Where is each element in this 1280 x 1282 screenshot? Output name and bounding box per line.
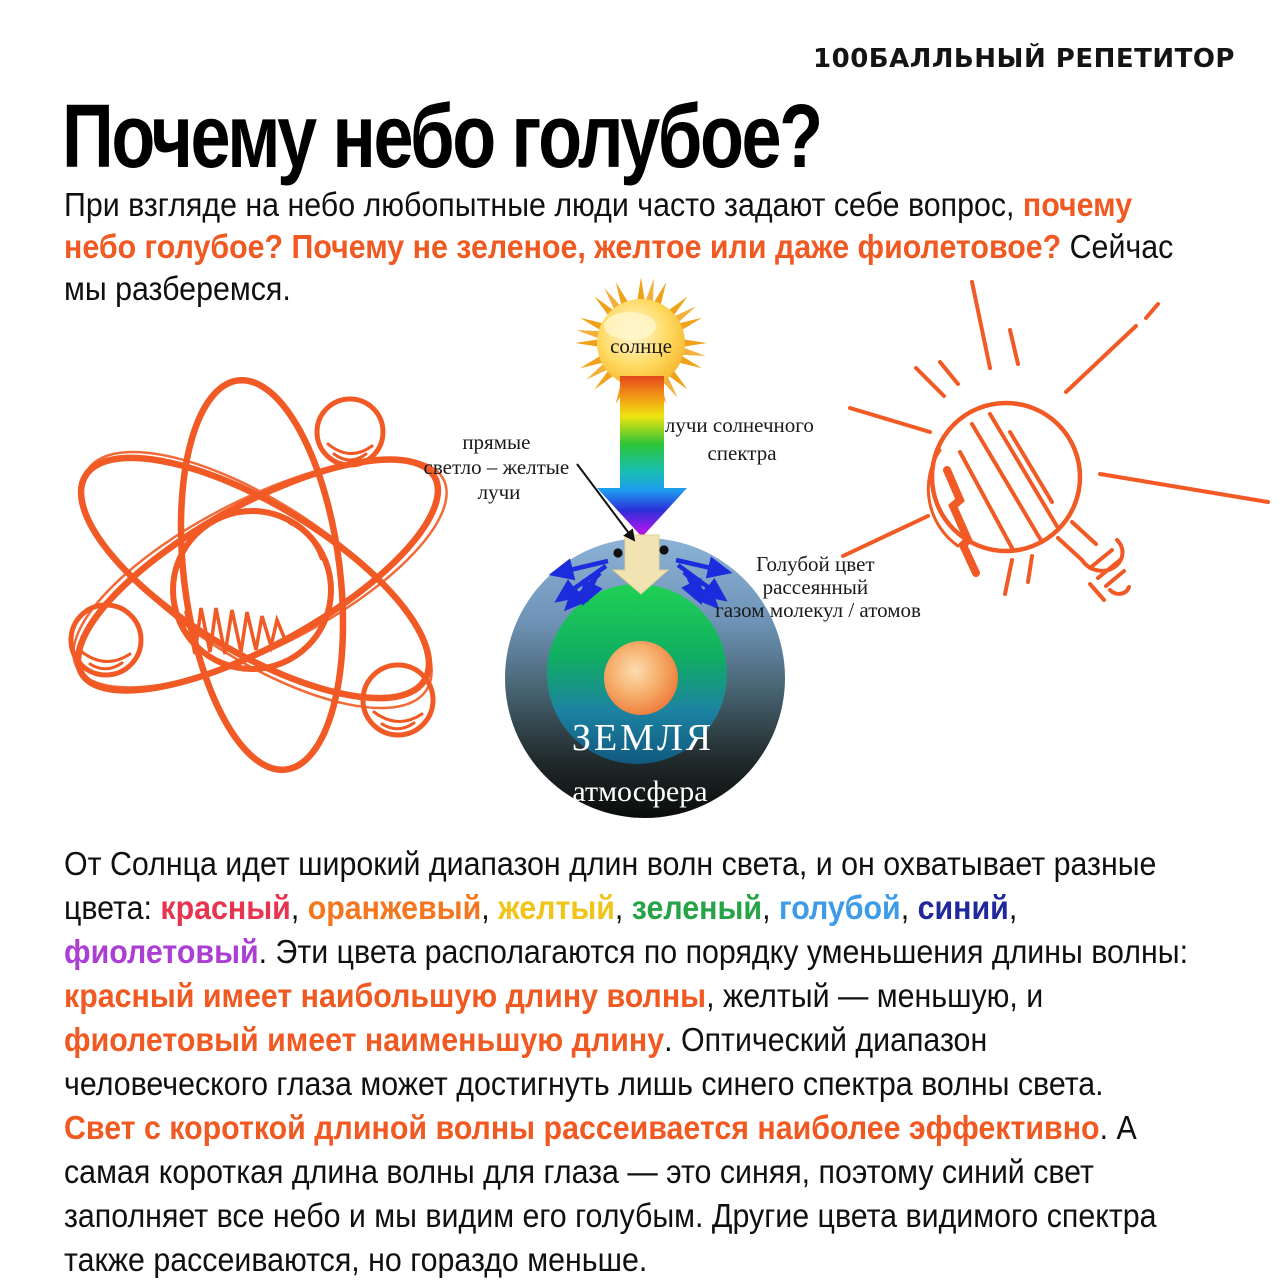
text-segment: , xyxy=(762,889,779,926)
text-segment: человеческого глаза может достигнуть лишь синего спектра волны света. xyxy=(64,1065,1104,1102)
scattered-blue-label: Голубой цвет рассеянный газом молекул / атомов xyxy=(715,552,921,622)
atom-sketch xyxy=(43,371,477,779)
sun-label: солнце xyxy=(610,334,672,358)
page-title: Почему небо голубое? xyxy=(62,87,821,187)
text-segment: . Эти цвета располагаются по порядку уменьшения длины волны: xyxy=(258,933,1189,970)
text-segment: оранжевый xyxy=(307,889,482,926)
body-line xyxy=(64,1106,1188,1150)
lightbulb-sketch xyxy=(843,282,1268,600)
text-segment: , xyxy=(900,889,918,926)
body-paragraph xyxy=(64,842,1188,1282)
text-segment: также рассеиваются, но гораздо меньше. xyxy=(64,1241,648,1278)
intro-line xyxy=(64,268,1173,310)
text-segment: почему xyxy=(1022,186,1133,223)
atmosphere-label: атмосфера xyxy=(572,775,708,808)
text-segment: , xyxy=(614,889,632,926)
intro-paragraph xyxy=(64,184,1173,310)
text-segment: фиолетовый имеет наименьшую длину xyxy=(64,1021,665,1058)
spectrum-arrow xyxy=(597,376,687,537)
body-line xyxy=(64,974,1188,1018)
text-segment: , xyxy=(1008,889,1018,926)
body-line xyxy=(64,1062,1188,1106)
body-line xyxy=(64,930,1188,974)
text-segment: мы разберемся. xyxy=(64,270,291,307)
text-segment: красный имеет наибольшую длину волны xyxy=(64,977,707,1014)
text-segment: голубой xyxy=(778,889,901,926)
bulb-reflection-streaks xyxy=(960,414,1058,548)
spectrum-rays-label: лучи солнечного спектра xyxy=(664,413,814,465)
earth-label: ЗЕМЛЯ xyxy=(571,717,715,759)
text-segment: заполняет все небо и мы видим его голубым. Другие цвета видимого спектра xyxy=(64,1197,1157,1234)
body-line xyxy=(64,1194,1188,1238)
bulb-base xyxy=(1058,522,1129,594)
text-segment: При взгляде на небо любопытные люди часто задают себе вопрос, xyxy=(64,186,1023,223)
text-segment: , желтый — меньшую, и xyxy=(706,977,1044,1014)
brand-logo: 100БАЛЛЬНЫЙ РЕПЕТИТОР xyxy=(813,44,1235,74)
text-segment: желтый xyxy=(498,889,615,926)
text-segment: От Солнца идет широкий диапазон длин волн света, и он охватывает разные xyxy=(64,845,1157,882)
text-segment: зеленый xyxy=(631,889,763,926)
intro-line xyxy=(64,184,1173,226)
bulb-shading xyxy=(947,470,976,573)
text-segment: , xyxy=(481,889,499,926)
bulb-rays xyxy=(843,282,1268,600)
intro-line xyxy=(64,226,1173,268)
text-segment: красный xyxy=(160,889,291,926)
electron xyxy=(317,399,383,465)
text-segment: фиолетовый xyxy=(64,933,259,970)
text-segment: Свет с короткой длиной волны рассеивается наиболее эффективно xyxy=(64,1109,1100,1146)
text-segment: синий xyxy=(917,889,1009,926)
atom-orbit xyxy=(161,371,364,779)
text-segment: небо голубое? Почему не зеленое, желтое или даже фиолетовое? xyxy=(64,228,1062,265)
body-line xyxy=(64,842,1188,886)
earth-core xyxy=(604,641,678,715)
body-line xyxy=(64,1018,1188,1062)
text-segment: самая короткая длина волны для глаза — это синяя, поэтому синий свет xyxy=(64,1153,1094,1190)
body-line xyxy=(64,886,1188,930)
text-segment: . А xyxy=(1099,1109,1137,1146)
direct-rays-label: прямые светло – желтые лучи xyxy=(423,430,570,504)
body-line xyxy=(64,1238,1188,1282)
text-segment: Сейчас xyxy=(1061,228,1174,265)
body-line xyxy=(64,1150,1188,1194)
text-segment: . Оптический диапазон xyxy=(664,1021,988,1058)
text-segment: цвета: xyxy=(64,889,161,926)
text-segment: , xyxy=(290,889,308,926)
